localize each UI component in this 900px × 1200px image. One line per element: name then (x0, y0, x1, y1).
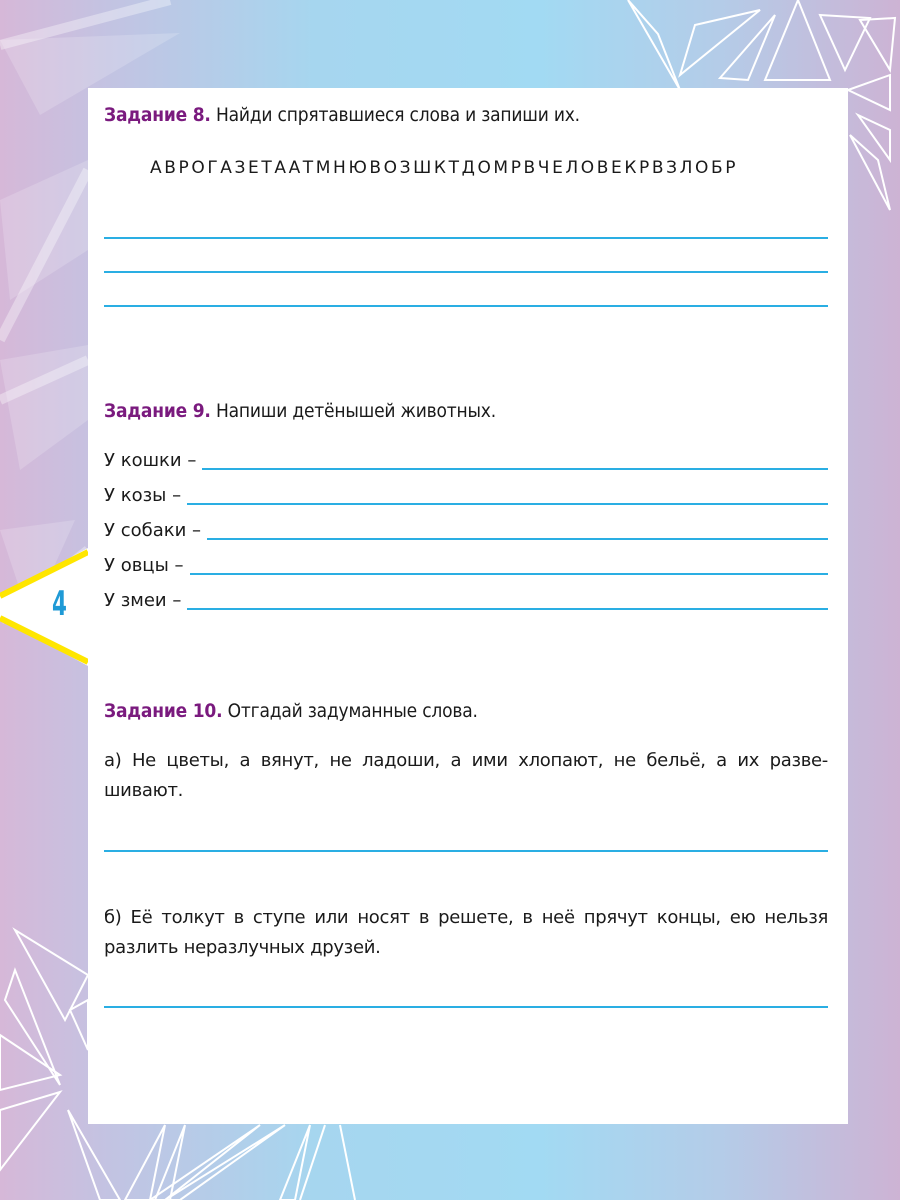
task9-row-label: У собаки – (104, 520, 202, 541)
task9-row-cat (104, 442, 828, 472)
task8-letter-string: АВРОГАЗЕТААТМНЮВОЗШКТДОМРВЧЕЛОВЕКРВЗЛОБР (150, 158, 739, 178)
task8-answer-line-3[interactable] (104, 305, 828, 307)
task9-row-label: У козы – (104, 485, 182, 506)
page-number: 4 (52, 584, 67, 624)
task9-row-label: У змеи – (104, 590, 182, 611)
worksheet-card (88, 88, 848, 1124)
task8-heading (104, 104, 580, 126)
task9-answer-line[interactable] (190, 573, 829, 575)
page-number-marker (0, 548, 88, 666)
task9-heading (104, 400, 496, 422)
task9-answer-line[interactable] (187, 503, 828, 505)
task8-answer-line-1[interactable] (104, 237, 828, 239)
task9-row-label: У кошки – (104, 450, 197, 471)
task8-answer-line-2[interactable] (104, 271, 828, 273)
task9-row-sheep (104, 547, 828, 577)
task8-label: Задание 8. (104, 104, 211, 126)
task10-label: Задание 10. (104, 700, 223, 722)
task9-row-label: У овцы – (104, 555, 184, 576)
task10-instruction: Отгадай задуманные слова. (222, 700, 478, 722)
task8-instruction: Найди спрятавшиеся слова и запиши их. (210, 104, 580, 126)
task9-answer-line[interactable] (187, 608, 828, 610)
task10-riddle-a: а) Не цветы, а вянут, не ладоши, а ими хлопают, не бельё, а их разве-шивают. (104, 750, 828, 801)
task9-answer-line[interactable] (202, 468, 828, 470)
task9-row-goat (104, 477, 828, 507)
task9-label: Задание 9. (104, 400, 211, 422)
task9-answer-line[interactable] (207, 538, 828, 540)
task10-riddle-b: б) Её толкут в ступе или носят в решете, в неё прячут концы, ею нельзя разлить неразлучных друзей. (104, 907, 828, 958)
task10-heading (104, 700, 478, 722)
task10-answer-line-a[interactable] (104, 850, 828, 852)
task9-row-snake (104, 582, 828, 612)
task10-answer-line-b[interactable] (104, 1006, 828, 1008)
task9-instruction: Напиши детёнышей животных. (210, 400, 496, 422)
task9-row-dog (104, 512, 828, 542)
